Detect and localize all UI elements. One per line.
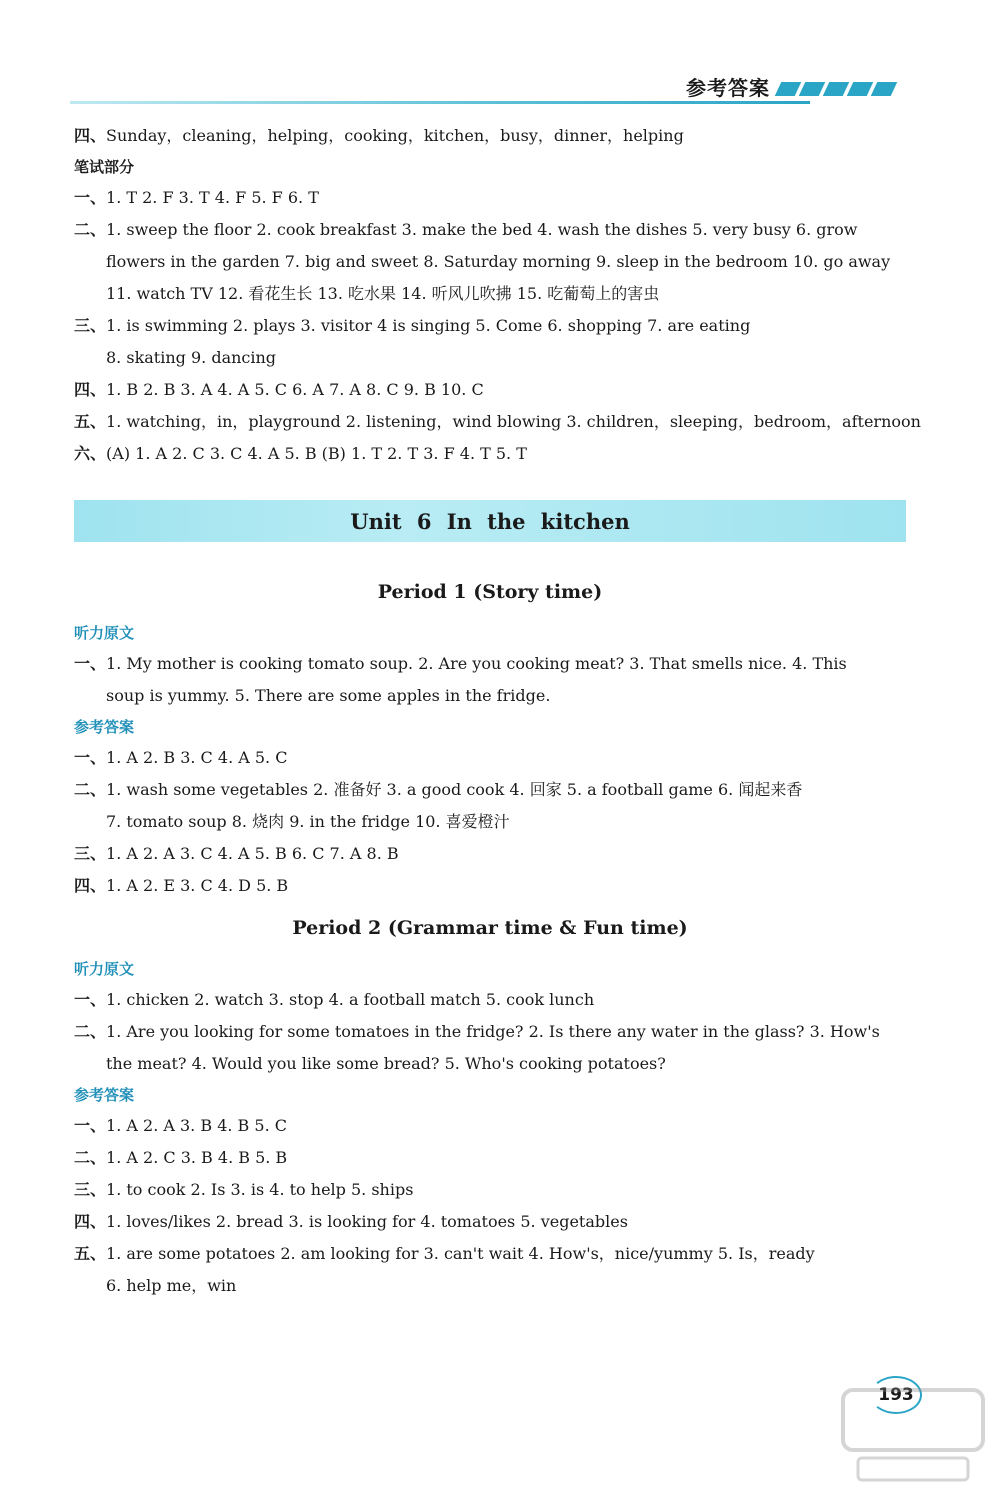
section-heading-answers: 参考答案 <box>74 1086 135 1104</box>
section-heading-listening: 听力原文 <box>74 624 135 642</box>
answer-row: 四、1. B 2. B 3. A 4. A 5. C 6. A 7. A 8. C 9. B 10. C <box>74 380 484 399</box>
header-rule <box>70 101 810 104</box>
transcript-row: 二、1. Are you looking for some tomatoes in the fridge? 2. Is there any water in the glass? 3. How's <box>74 1022 880 1041</box>
section-heading-written: 笔试部分 <box>74 158 135 176</box>
period-2-title: Period 2 (Grammar time & Fun time) <box>292 917 688 939</box>
period-1-title: Period 1 (Story time) <box>377 581 603 603</box>
unit-title-banner: Unit 6 In the kitchen <box>74 500 906 542</box>
header-stripes-decoration <box>778 82 900 100</box>
answer-row: 四、1. A 2. E 3. C 4. D 5. B <box>74 876 289 895</box>
page-content <box>74 120 921 1302</box>
answer-row: 四、Sunday，cleaning，helping，cooking，kitchen，busy，dinner，helping <box>74 126 684 145</box>
header-title: 参考答案 <box>686 76 770 100</box>
answer-row: 二、1. A 2. C 3. B 4. B 5. B <box>74 1148 288 1167</box>
answer-row: 一、1. A 2. B 3. C 4. A 5. C <box>74 748 288 767</box>
watermark-logo <box>838 1380 988 1490</box>
transcript-row: 一、1. My mother is cooking tomato soup. 2. Are you cooking meat? 3. That smells nice. 4. This <box>74 654 847 673</box>
answer-row-continued: 8. skating 9. dancing <box>106 348 277 367</box>
page-header <box>70 70 910 110</box>
page-number: 193 <box>870 1376 922 1414</box>
section-heading-listening: 听力原文 <box>74 960 135 978</box>
transcript-row: 一、1. chicken 2. watch 3. stop 4. a football match 5. cook lunch <box>74 990 595 1009</box>
answer-row: 二、1. wash some vegetables 2. 准备好 3. a good cook 4. 回家 5. a football game 6. 闻起来香 <box>74 780 803 799</box>
transcript-row-continued: the meat? 4. Would you like some bread? 5. Who's cooking potatoes? <box>106 1054 666 1073</box>
section-heading-answers: 参考答案 <box>74 718 135 736</box>
answer-row: 五、1. are some potatoes 2. am looking for 3. can't wait 4. How's，nice/yummy 5. Is，ready <box>74 1244 815 1263</box>
answer-row: 三、1. is swimming 2. plays 3. visitor 4 is singing 5. Come 6. shopping 7. are eating <box>74 316 751 335</box>
answer-row-continued: 11. watch TV 12. 看花生长 13. 吃水果 14. 听风儿吹拂 15. 吃葡萄上的害虫 <box>106 284 660 303</box>
answer-row-continued: 7. tomato soup 8. 烧肉 9. in the fridge 10. 喜爱橙汁 <box>106 812 510 831</box>
answer-row: 五、1. watching，in，playground 2. listening，wind blowing 3. children，sleeping，bedroom，afternoon <box>74 412 921 431</box>
transcript-row-continued: soup is yummy. 5. There are some apples in the fridge. <box>106 686 551 705</box>
answer-row: 三、1. to cook 2. Is 3. is 4. to help 5. ships <box>74 1180 414 1199</box>
answer-row: 六、(A) 1. A 2. C 3. C 4. A 5. B (B) 1. T 2. T 3. F 4. T 5. T <box>74 444 527 463</box>
answer-row-continued: flowers in the garden 7. big and sweet 8. Saturday morning 9. sleep in the bedroom 10. go away <box>106 252 891 271</box>
answer-row: 一、1. A 2. A 3. B 4. B 5. C <box>74 1116 287 1135</box>
answer-row: 三、1. A 2. A 3. C 4. A 5. B 6. C 7. A 8. B <box>74 844 399 863</box>
answer-row-continued: 6. help me，win <box>106 1276 237 1295</box>
answer-row: 一、1. T 2. F 3. T 4. F 5. F 6. T <box>74 188 319 207</box>
answer-row: 四、1. loves/likes 2. bread 3. is looking for 4. tomatoes 5. vegetables <box>74 1212 628 1231</box>
answer-row: 二、1. sweep the floor 2. cook breakfast 3. make the bed 4. wash the dishes 5. very busy 6. grow <box>74 220 858 239</box>
